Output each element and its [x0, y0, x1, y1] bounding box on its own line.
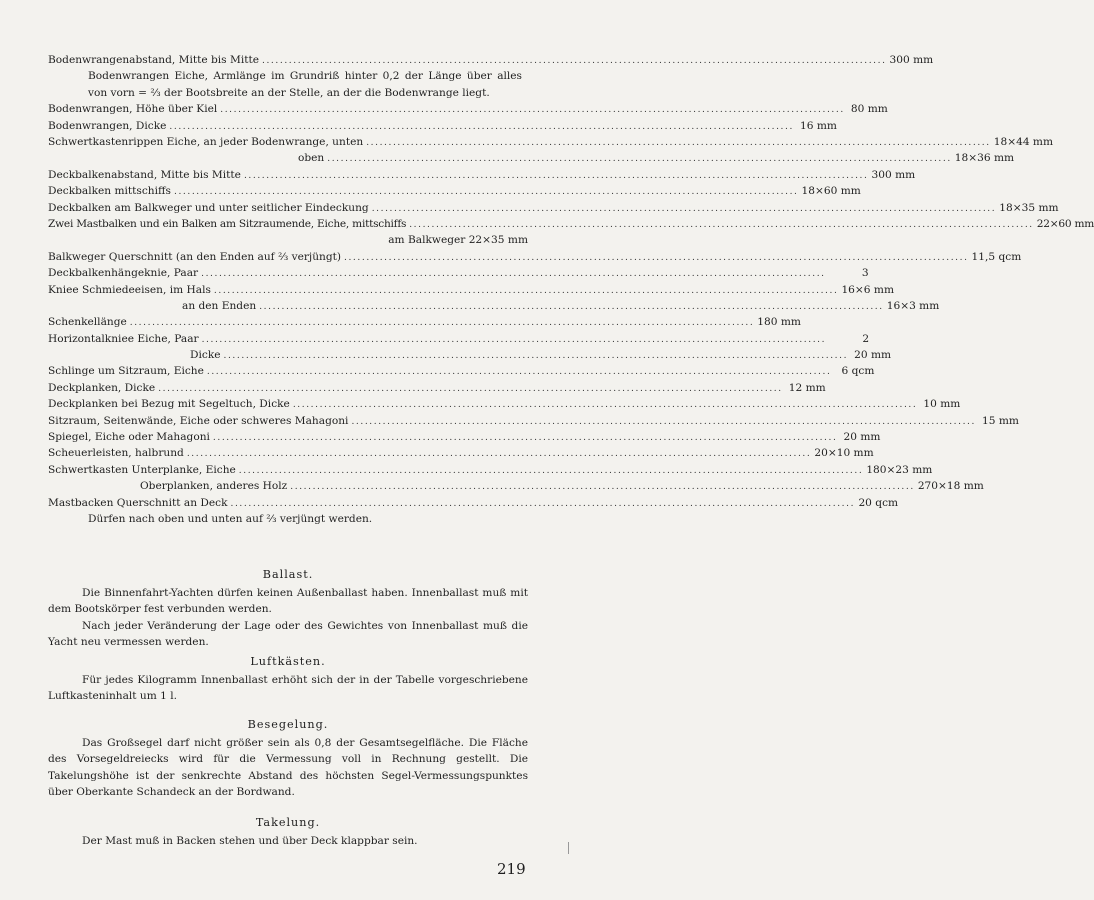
spec-row	[48, 249, 1022, 265]
leader-dots: ............................................................................................................................................	[186, 449, 812, 460]
spec-label: Kniee Schmiedeeisen, im Hals	[48, 283, 211, 296]
spec-label: Oberplanken, anderes Holz	[140, 480, 288, 493]
spec-value: 2	[862, 332, 870, 345]
spec-label: Horizontalkniee Eiche, Paar	[48, 332, 199, 345]
spec-label: Bodenwrangen, Dicke	[48, 119, 167, 132]
spec-row	[48, 331, 870, 347]
section-heading: Ballast.	[262, 568, 314, 581]
spec-label: Schlinge um Sitzraum, Eiche	[48, 365, 204, 378]
spec-value: 10 mm	[923, 398, 961, 411]
spec-row	[48, 298, 940, 314]
leader-dots: ............................................................................................................................................	[220, 105, 845, 116]
spec-row	[48, 363, 875, 379]
page-number: 219	[497, 860, 526, 878]
spec-row	[48, 232, 528, 248]
spec-row	[48, 167, 916, 183]
spec-label: Balkweger Querschnitt (an den Enden auf ⅔ verjüngt)	[48, 250, 342, 263]
leader-dots: ............................................................................................................................................	[290, 482, 915, 493]
spec-row	[48, 347, 892, 363]
leader-dots: ............................................................................................................................................	[158, 383, 783, 394]
leader-dots: ............................................................................................................................................	[409, 219, 1034, 230]
spec-row	[48, 478, 984, 494]
leader-dots: ............................................................................................................................................	[371, 203, 997, 214]
spec-label: Deckbalkenhängeknie, Paar	[48, 267, 199, 280]
leader-dots: ............................................................................................................................................	[243, 170, 869, 181]
margin-mark	[568, 842, 572, 854]
spec-label: Deckplanken, Dicke	[48, 381, 156, 394]
spec-value: 18×60 mm	[801, 185, 861, 198]
leader-dots: ............................................................................................................................................	[351, 416, 976, 427]
spec-label: an den Enden	[182, 299, 257, 312]
section-heading: Luftkästen.	[250, 655, 326, 668]
spec-value: am Balkweger 22×35 mm	[388, 234, 528, 247]
spec-value: 11,5 qcm	[971, 250, 1022, 263]
section-takelung	[48, 815, 528, 849]
spec-value: 20 mm	[854, 349, 892, 362]
leader-dots: ............................................................................................................................................	[259, 301, 884, 312]
leader-dots: ............................................................................................................................................	[173, 187, 799, 198]
spec-row	[48, 265, 869, 281]
spec-label: Bodenwrangenabstand, Mitte bis Mitte	[48, 54, 260, 66]
spec-value: 18×36 mm	[954, 152, 1015, 165]
spec-row	[48, 150, 1015, 166]
spec-label: Schenkellänge	[48, 316, 127, 329]
spec-value: 20 mm	[843, 431, 881, 444]
spec-row	[48, 200, 1059, 216]
paragraph: Für jedes Kilogramm Innenballast erhöht sich der in der Tabelle vorgeschriebene Luftkasteninhalt um 1 l.	[48, 674, 528, 703]
leader-dots: ............................................................................................................................................	[344, 252, 969, 263]
spec-value: 80 mm	[850, 103, 888, 116]
leader-dots: ............................................................................................................................................	[206, 367, 832, 378]
spec-value: 16×6 mm	[841, 283, 894, 296]
spec-value: 22×60 mm	[1036, 217, 1094, 230]
leader-dots: ............................................................................................................................................	[262, 56, 887, 66]
section-heading: Besegelung.	[247, 718, 329, 731]
section-luftkaesten	[48, 654, 528, 705]
paragraph: Das Großsegel darf nicht größer sein als 0,8 der Gesamtsegelfläche. Die Fläche des Vorsegeldreiecks wird für die Vermessung voll in Rechnung gestellt. Die Takelungshöhe ist der senkrechte Abstand des höchsten Segel-Vermessungspunktes über Oberkante Schandeck an der Bordwand.	[48, 737, 528, 799]
spec-value: 180×23 mm	[866, 463, 933, 476]
spec-value: 300 mm	[871, 168, 916, 181]
spec-row	[48, 183, 861, 199]
spec-row	[48, 445, 874, 461]
leader-dots: ............................................................................................................................................	[169, 121, 794, 132]
spec-row	[48, 282, 894, 298]
section-heading: Takelung.	[255, 816, 321, 829]
spec-value: 18×44 mm	[993, 135, 1054, 148]
spec-row	[48, 495, 899, 511]
leader-dots: ............................................................................................................................................	[129, 318, 755, 329]
spec-note: Dürfen nach oben und unten auf ⅔ verjüngt werden.	[88, 512, 373, 525]
spec-label: Schwertkastenrippen Eiche, an jeder Bodenwrange, unten	[48, 135, 364, 148]
section-besegelung	[48, 717, 528, 801]
spec-label: Mastbacken Querschnitt an Deck	[48, 496, 228, 509]
spec-row	[48, 101, 888, 117]
spec-label: Deckbalken am Balkweger und unter seitlicher Eindeckung	[48, 201, 369, 214]
spec-label: Schwertkasten Unterplanke, Eiche	[48, 463, 236, 476]
leader-dots: ............................................................................................................................................	[213, 285, 839, 296]
leader-dots: ............................................................................................................................................	[201, 269, 826, 280]
specification-table	[48, 52, 1094, 527]
spec-value: 270×18 mm	[917, 480, 984, 493]
spec-value: 20×10 mm	[814, 447, 874, 460]
spec-row	[48, 134, 1054, 150]
spec-note: Bodenwrangen Eiche, Armlänge im Grundriß hinter 0,2 der Länge über alles von vorn = ⅔ der Bootsbreite an der Stelle, an der die Bodenwrange liegt.	[88, 70, 522, 99]
spec-value: 20 qcm	[858, 496, 899, 509]
spec-label: Deckbalkenabstand, Mitte bis Mitte	[48, 168, 241, 181]
spec-row	[48, 429, 881, 445]
spec-label: Dicke	[190, 349, 221, 362]
spec-label: Sitzraum, Seitenwände, Eiche oder schweres Mahagoni	[48, 414, 349, 427]
spec-row	[48, 462, 933, 478]
spec-row	[48, 380, 826, 396]
leader-dots: ............................................................................................................................................	[366, 137, 991, 148]
leader-dots: ............................................................................................................................................	[201, 334, 827, 345]
spec-row	[48, 216, 1094, 232]
spec-value: 18×35 mm	[999, 201, 1059, 214]
spec-row	[48, 396, 961, 412]
spec-value: 15 mm	[982, 414, 1019, 427]
leader-dots: ............................................................................................................................................	[238, 465, 864, 476]
leader-dots: ............................................................................................................................................	[212, 433, 838, 444]
section-ballast	[48, 567, 528, 651]
spec-row	[48, 413, 1019, 429]
spec-label: Deckplanken bei Bezug mit Segeltuch, Dicke	[48, 398, 290, 411]
spec-value: 300 mm	[889, 54, 934, 66]
spec-label: Deckbalken mittschiffs	[48, 185, 171, 198]
spec-row	[48, 314, 801, 330]
spec-label: oben	[298, 152, 325, 165]
leader-dots: ............................................................................................................................................	[230, 498, 856, 509]
paragraph: Der Mast muß in Backen stehen und über Deck klappbar sein.	[82, 835, 418, 847]
paragraph: Nach jeder Veränderung der Lage oder des Gewichtes von Innenballast muß die Yacht neu vermessen werden.	[48, 619, 528, 649]
spec-label: Bodenwrangen, Höhe über Kiel	[48, 103, 218, 116]
spec-value: 6 qcm	[841, 365, 875, 378]
leader-dots: ............................................................................................................................................	[292, 400, 918, 411]
spec-value: 12 mm	[788, 381, 826, 394]
spec-row	[48, 52, 934, 68]
spec-label: Scheuerleisten, halbrund	[48, 447, 184, 460]
paragraph: Die Binnenfahrt-Yachten dürfen keinen Außenballast haben. Innenballast muß mit dem Bootskörper fest verbunden werden.	[48, 587, 528, 616]
leader-dots: ............................................................................................................................................	[327, 154, 952, 165]
spec-row	[48, 118, 837, 134]
spec-value: 16 mm	[800, 119, 837, 132]
spec-value: 3	[861, 267, 869, 280]
spec-label: Spiegel, Eiche oder Mahagoni	[48, 431, 210, 444]
spec-value: 180 mm	[757, 316, 801, 329]
leader-dots: ............................................................................................................................................	[223, 351, 849, 362]
spec-label: Zwei Mastbalken und ein Balken am Sitzraumende, Eiche, mittschiffs	[48, 217, 407, 230]
spec-value: 16×3 mm	[886, 299, 940, 312]
